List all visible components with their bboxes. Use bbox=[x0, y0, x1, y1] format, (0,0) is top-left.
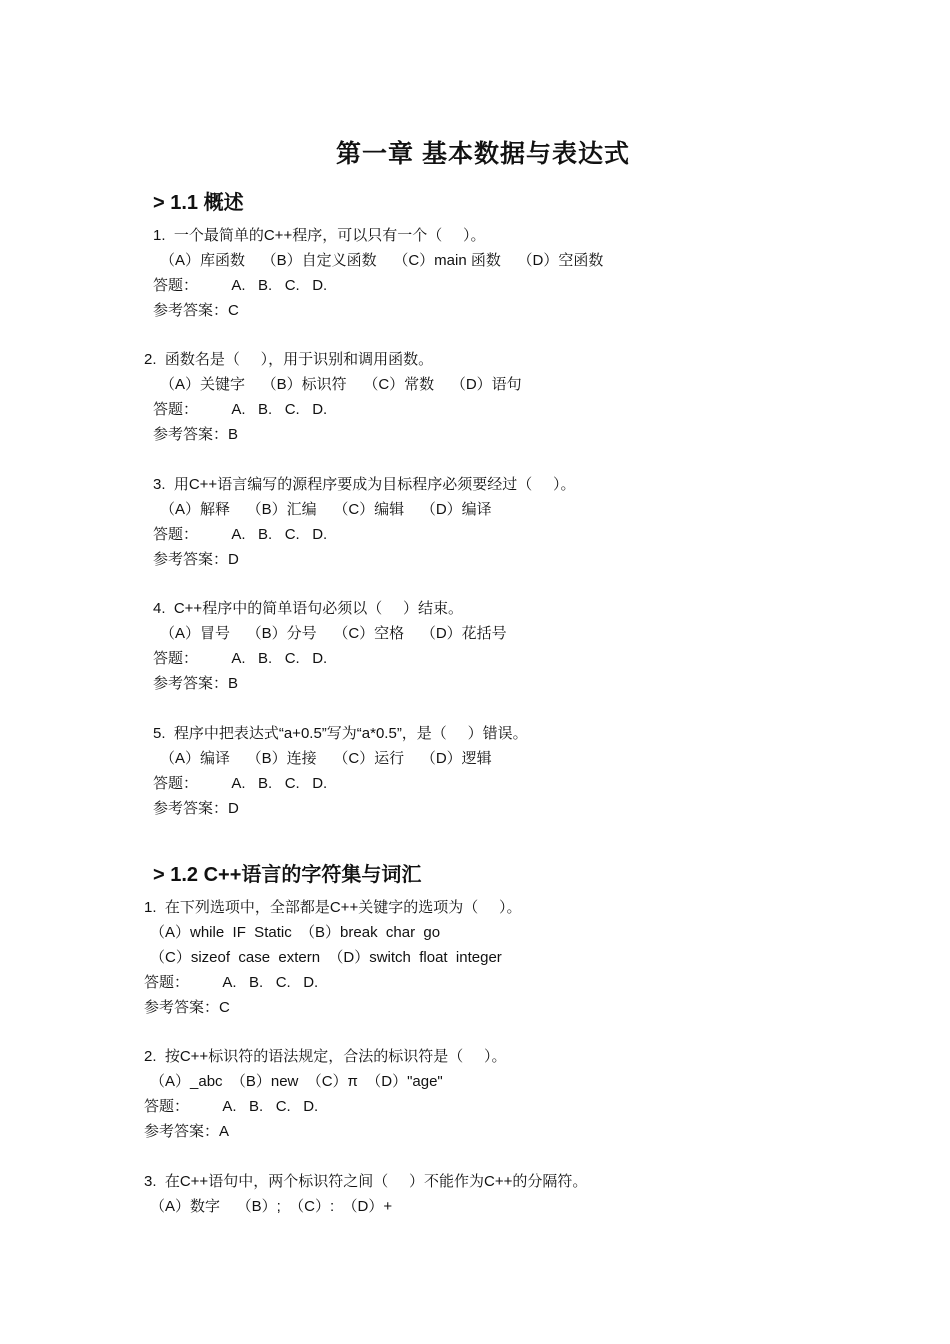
question-options: （A）编译 （B）连接 （C）运行 （D）逻辑 bbox=[160, 750, 492, 767]
answer-row: 答题： A. B. C. D. bbox=[144, 974, 319, 991]
question-stem: 3. 用C++语言编写的源程序要成为目标程序必须要经过（ ）。 bbox=[153, 476, 576, 493]
answer-row: 答题： A. B. C. D. bbox=[153, 277, 328, 294]
answer-row: 答题： A. B. C. D. bbox=[153, 650, 328, 667]
question-options: （A）while IF Static （B）break char go bbox=[150, 924, 441, 941]
question-stem: 3. 在C++语句中，两个标识符之间（ ）不能作为C++的分隔符。 bbox=[144, 1173, 588, 1190]
question-options: （A）数字 （B）; （C）: （D）+ bbox=[150, 1198, 393, 1215]
question-stem: 5. 程序中把表达式“a+0.5”写为“a*0.5”，是（ ）错误。 bbox=[153, 725, 528, 742]
section-heading: > 1.1 概述 bbox=[153, 192, 244, 214]
question-options: （A）冒号 （B）分号 （C）空格 （D）花括号 bbox=[160, 625, 507, 642]
answer-row: 答题： A. B. C. D. bbox=[144, 1098, 319, 1115]
reference-answer: 参考答案：C bbox=[144, 999, 230, 1016]
question-stem: 1. 一个最简单的C++程序，可以只有一个（ ）。 bbox=[153, 227, 486, 244]
question-stem: 2. 按C++标识符的语法规定，合法的标识符是（ ）。 bbox=[144, 1048, 507, 1065]
reference-answer: 参考答案：B bbox=[153, 426, 239, 443]
reference-answer: 参考答案：C bbox=[153, 302, 239, 319]
chapter-title: 第一章 基本数据与表达式 bbox=[336, 140, 630, 168]
question-options: （A）_abc （B）new （C）π （D）"age" bbox=[150, 1073, 443, 1090]
reference-answer: 参考答案：B bbox=[153, 675, 239, 692]
question-stem: 2. 函数名是（ ），用于识别和调用函数。 bbox=[144, 351, 434, 368]
question-stem: 1. 在下列选项中，全部都是C++关键字的选项为（ ）。 bbox=[144, 899, 522, 916]
question-options: （A）库函数 （B）自定义函数 （C）main 函数 （D）空函数 bbox=[160, 252, 604, 269]
reference-answer: 参考答案：A bbox=[144, 1123, 230, 1140]
question-stem: 4. C++程序中的简单语句必须以（ ）结束。 bbox=[153, 600, 464, 617]
answer-row: 答题： A. B. C. D. bbox=[153, 526, 328, 543]
answer-row: 答题： A. B. C. D. bbox=[153, 775, 328, 792]
question-options: （C）sizeof case extern （D）switch float integer bbox=[150, 949, 502, 966]
question-options: （A）关键字 （B）标识符 （C）常数 （D）语句 bbox=[160, 376, 522, 393]
reference-answer: 参考答案：D bbox=[153, 800, 239, 817]
reference-answer: 参考答案：D bbox=[153, 551, 239, 568]
answer-row: 答题： A. B. C. D. bbox=[153, 401, 328, 418]
question-options: （A）解释 （B）汇编 （C）编辑 （D）编译 bbox=[160, 501, 492, 518]
section-heading: > 1.2 C++语言的字符集与词汇 bbox=[153, 864, 422, 886]
